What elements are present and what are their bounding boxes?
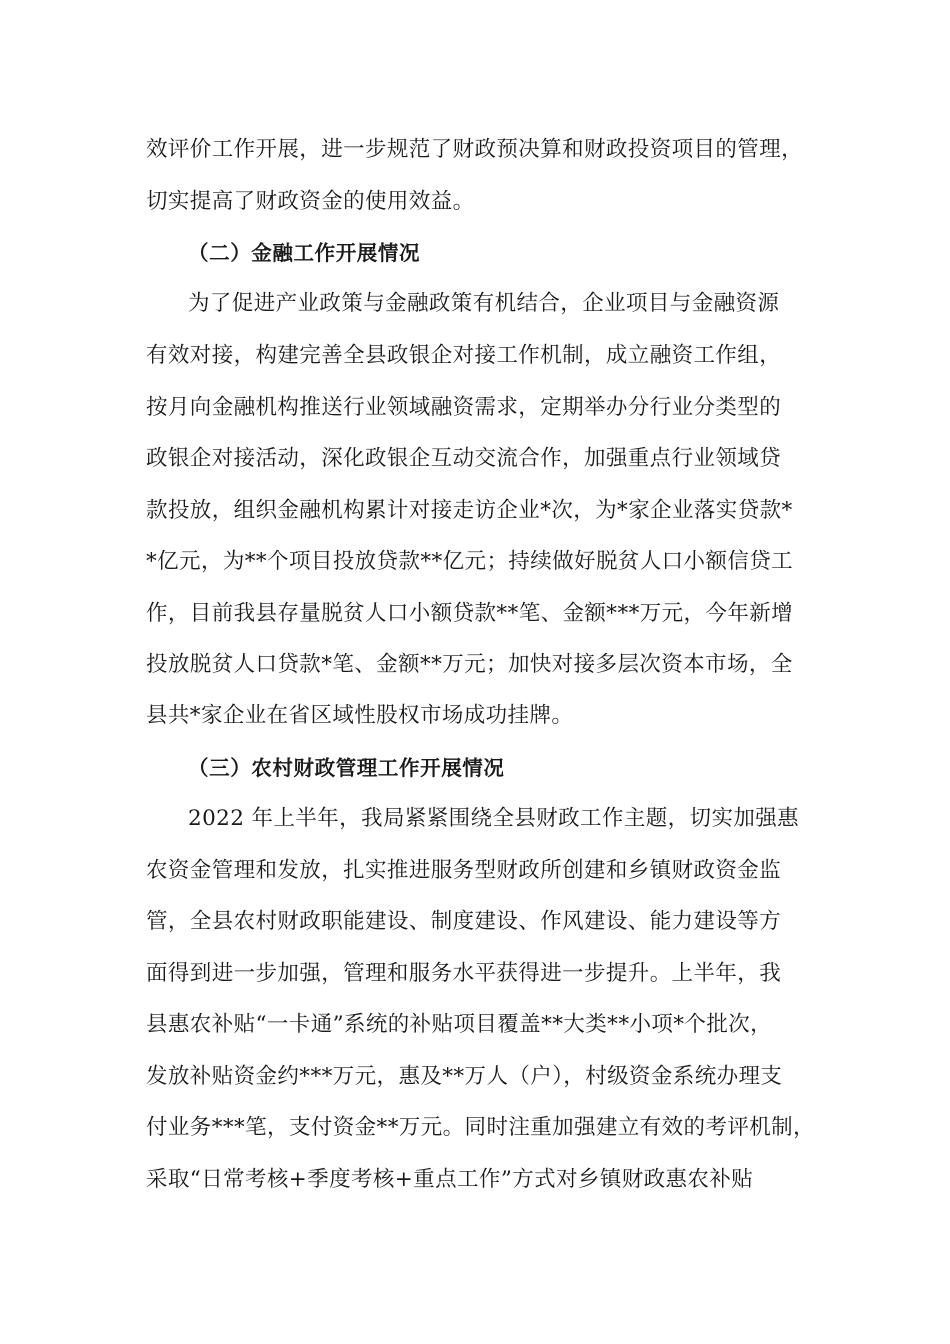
paragraph-line: 管，全县农村财政职能建设、制度建设、作风建设、能力建设等方 xyxy=(146,909,782,934)
paragraph-line: 按月向金融机构推送行业领域融资需求，定期举办分行业分类型的 xyxy=(146,395,782,420)
paragraph-line: *亿元，为**个项目投放贷款**亿元；持续做好脱贫人口小额信贷工 xyxy=(146,549,794,574)
paragraph-line: 发放补贴资金约***万元，惠及**万人（户），村级资金系统办理支 xyxy=(146,1064,783,1089)
paragraph-line: 有效对接，构建完善全县政银企对接工作机制，成立融资工作组， xyxy=(146,343,782,368)
section-heading-rural-finance: （三）农村财政管理工作开展情况 xyxy=(188,756,505,780)
paragraph-line: 款投放，组织金融机构累计对接走访企业*次，为*家企业落实贷款* xyxy=(146,498,793,523)
paragraph-line: 效评价工作开展，进一步规范了财政预决算和财政投资项目的管理， xyxy=(146,137,804,162)
paragraph-line: 采取“日常考核+季度考核+重点工作”方式对乡镇财政惠农补贴 xyxy=(146,1167,754,1192)
paragraph-line: 县共*家企业在省区域性股权市场成功挂牌。 xyxy=(146,703,574,728)
paragraph-line: 付业务***笔，支付资金**万元。同时注重加强建立有效的考评机制， xyxy=(146,1115,815,1140)
paragraph-line: 投放脱贫人口贷款*笔、金额**万元；加快对接多层次资本市场，全 xyxy=(146,652,793,677)
paragraph-line: 农资金管理和发放，扎实推进服务型财政所创建和乡镇财政资金监 xyxy=(146,858,782,883)
section-heading-finance: （二）金融工作开展情况 xyxy=(188,241,421,265)
paragraph-line: 2022 年上半年，我局紧紧围绕全县财政工作主题，切实加强惠 xyxy=(188,806,800,831)
paragraph-line: 切实提高了财政资金的使用效益。 xyxy=(146,189,475,214)
paragraph-line: 县惠农补贴“一卡通”系统的补贴项目覆盖**大类**小项*个批次， xyxy=(146,1012,773,1037)
paragraph-line: 为了促进产业政策与金融政策有机结合，企业项目与金融资源 xyxy=(188,291,780,316)
paragraph-line: 面得到进一步加强，管理和服务水平获得进一步提升。上半年，我 xyxy=(146,961,782,986)
paragraph-line: 政银企对接活动，深化政银企互动交流合作，加强重点行业领域贷 xyxy=(146,446,782,471)
paragraph-line: 作，目前我县存量脱贫人口小额贷款**笔、金额***万元，今年新增 xyxy=(146,601,794,626)
